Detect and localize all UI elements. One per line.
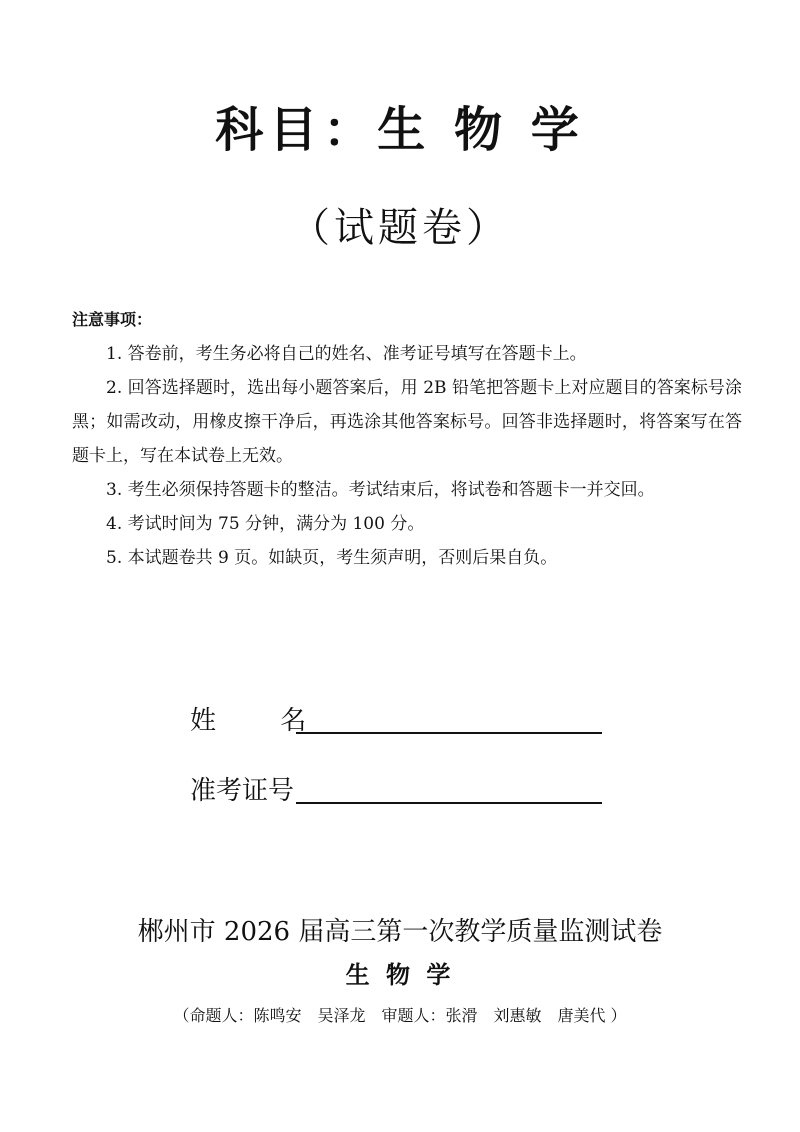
footer-subject: 生 物 学 bbox=[345, 961, 455, 989]
notes-heading: 注意事项： bbox=[72, 310, 153, 329]
exam-id-field-line[interactable] bbox=[296, 802, 602, 804]
footer-credits: （命题人：陈鸣安 吴泽龙 审题人：张滑 刘惠敏 唐美代 ） bbox=[173, 1006, 627, 1025]
exam-id-field-row bbox=[190, 764, 610, 808]
page-subtitle: （试题卷） bbox=[290, 205, 510, 251]
footer-exam-title: 郴州市 2026 届高三第一次教学质量监测试卷 bbox=[137, 917, 663, 947]
page-title: 科目：生 物 学 bbox=[215, 102, 585, 158]
name-field-row bbox=[190, 694, 610, 738]
name-field-line[interactable] bbox=[296, 732, 602, 734]
note-item: 1. 答卷前，考生务必将自己的姓名、准考证号填写在答题卡上。 bbox=[106, 344, 587, 364]
candidate-info-fields bbox=[190, 694, 610, 834]
note-item: 2. 回答选择题时，选出每小题答案后，用 2B 铅笔把答题卡上对应题目的答案标号涂黑；如需改动，用橡皮擦干净后，再选涂其他答案标号。回答非选择题时，将答案写在答题卡上，写在本试卷上无效。 bbox=[72, 378, 742, 466]
exam-id-field-label: 准考证号 bbox=[190, 776, 295, 806]
note-item: 4. 考试时间为 75 分钟，满分为 100 分。 bbox=[106, 514, 425, 534]
notes-section bbox=[72, 303, 742, 575]
note-item: 3. 考生必须保持答题卡的整洁。考试结束后，将试卷和答题卡一并交回。 bbox=[106, 480, 655, 500]
name-field-label: 姓 名 bbox=[190, 706, 335, 736]
note-item: 5. 本试题卷共 9 页。如缺页，考生须声明，否则后果自负。 bbox=[106, 548, 558, 568]
